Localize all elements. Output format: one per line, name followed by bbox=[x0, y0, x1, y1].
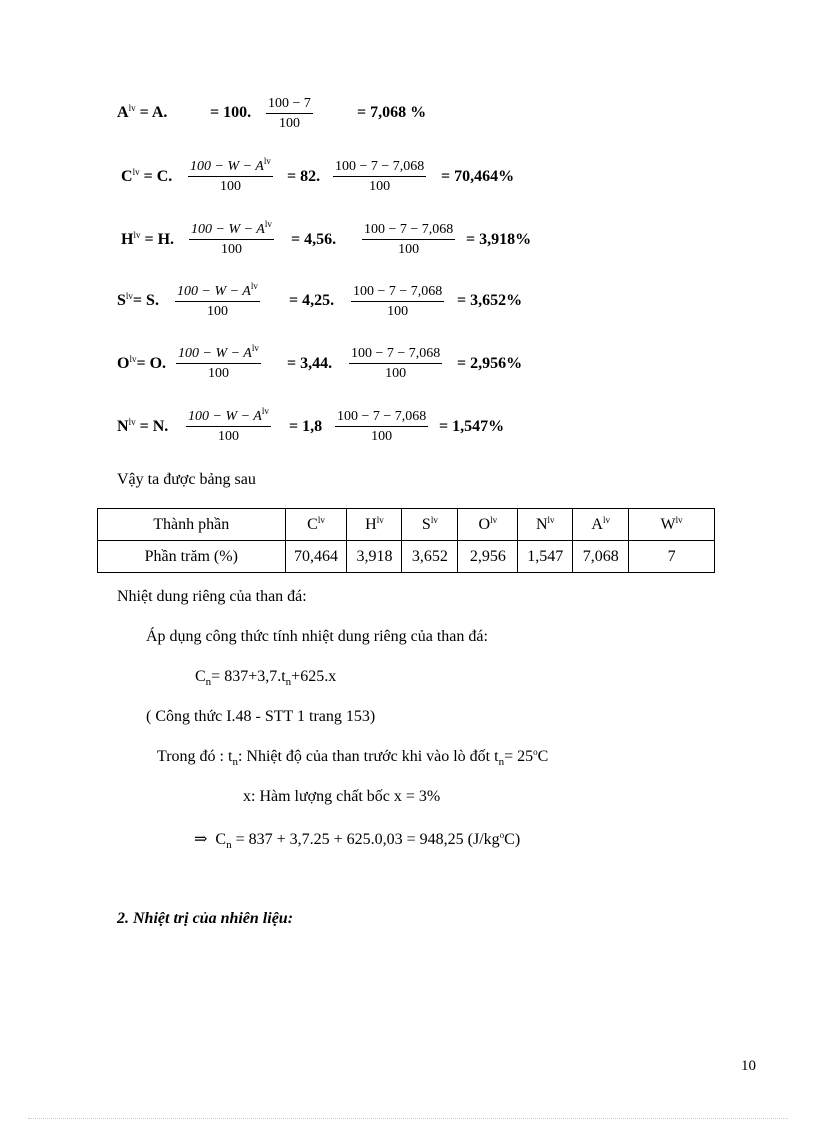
formula-c-fraction-1: $100 - W - A^{lv}$ 100 bbox=[190, 156, 271, 194]
formula-h-result: = 3,918% bbox=[466, 231, 532, 248]
formula-o-result: = 2,956% bbox=[457, 355, 523, 372]
section-heading: 2. Nhiệt trị của nhiên liệu: bbox=[117, 910, 294, 927]
formula-n-fraction-2: $\frac{100 - 7 - 7,068}{100}$ bbox=[337, 409, 427, 444]
header-cell-h: $H^{lv}$ bbox=[347, 509, 402, 541]
page-number: 10 bbox=[741, 1058, 756, 1074]
heat-heading: Nhiệt dung riêng của than đá: bbox=[117, 588, 307, 605]
formula-h-fraction-1: $100 - W - A^{lv}$ 100 bbox=[191, 219, 272, 257]
formula-a-eq: = 100. bbox=[210, 104, 252, 121]
header-label-cell: Thành phần bbox=[98, 509, 286, 541]
formula-h-lhs: $H^{lv} = H$. bbox=[121, 230, 175, 248]
table-cell: 1,547 bbox=[518, 541, 573, 573]
heat-reference: ( Công thức I.48 - STT 1 trang 153) bbox=[146, 708, 376, 725]
table-header-row bbox=[98, 509, 715, 541]
formula-n-result: = 1,547% bbox=[439, 418, 505, 435]
formula-n-fraction-1: $100 - W - A^{lv}$ 100 bbox=[188, 406, 269, 444]
composition-table bbox=[97, 508, 715, 573]
formula-o-fraction-2: $\frac{100 - 7 - 7,068}{100}$ bbox=[351, 346, 441, 381]
header-cell-s: $S^{lv}$ bbox=[402, 509, 458, 541]
header-cell-a: $A^{lv}$ bbox=[573, 509, 629, 541]
table-cell: 7 bbox=[629, 541, 715, 573]
heat-x-line: x: Hàm lượng chất bốc x = 3% bbox=[243, 788, 441, 805]
formula-c-fraction-2: $\frac{100 - 7 - 7,068}{100}$ bbox=[335, 159, 425, 194]
formula-s-result: = 3,652% bbox=[457, 292, 523, 309]
table-intro: Vậy ta được bảng sau bbox=[117, 471, 256, 488]
formula-n-lhs: $N^{lv} = N$. bbox=[117, 417, 169, 435]
implies-arrow-icon: ⇒ bbox=[194, 831, 208, 848]
header-cell-w: $W^{lv}$ bbox=[629, 509, 715, 541]
formula-n-eq: = 1,8 bbox=[289, 418, 323, 435]
formula-o-eq: = 3,44. bbox=[287, 355, 333, 372]
table-cell: 3,652 bbox=[402, 541, 458, 573]
heat-where-line: Trong đó : $t_n$: Nhiệt độ của than trước khi vào lò đốt $t_n= 25^oC$ bbox=[157, 747, 549, 768]
heat-formula: $C_n= 837+3,7.t_n+625.x$ bbox=[195, 668, 337, 688]
header-cell-o: $O^{lv}$ bbox=[458, 509, 518, 541]
formula-s-lhs: $S^{lv}= S$. bbox=[117, 291, 159, 309]
formula-s-fraction-2: $\frac{100 - 7 - 7,068}{100}$ bbox=[353, 284, 443, 319]
header-cell-c: $C^{lv}$ bbox=[285, 509, 347, 541]
formula-a-lhs: $A^{lv} = A$. bbox=[117, 103, 168, 121]
formula-s-fraction-1: $100 - W - A^{lv}$ 100 bbox=[177, 281, 258, 319]
table-cell: 70,464 bbox=[285, 541, 347, 573]
formula-a-fraction: $\frac{100 - 7}{100}$ bbox=[268, 96, 311, 131]
formula-h-eq: = 4,56. bbox=[291, 231, 337, 248]
formula-a-result: = 7,068 % bbox=[357, 104, 427, 121]
table-cell: 3,918 bbox=[347, 541, 402, 573]
table-row bbox=[98, 541, 715, 573]
header-cell-n: $N^{lv}$ bbox=[518, 509, 573, 541]
table-cell: 2,956 bbox=[458, 541, 518, 573]
row-label-cell: Phần trăm (%) bbox=[98, 541, 286, 573]
table-cell: 7,068 bbox=[573, 541, 629, 573]
page-footer-divider bbox=[28, 1118, 788, 1119]
heat-apply-text: Áp dụng công thức tính nhiệt dung riêng của than đá: bbox=[146, 628, 488, 645]
formula-s-eq: = 4,25. bbox=[289, 292, 335, 309]
formula-o-fraction-1: $100 - W - A^{lv}$ 100 bbox=[178, 343, 259, 381]
formula-c-lhs: $C^{lv} = C$. bbox=[121, 167, 173, 185]
formula-c-eq: = 82. bbox=[287, 168, 321, 185]
formula-h-fraction-2: $\frac{100 - 7 - 7,068}{100}$ bbox=[364, 222, 454, 257]
formula-c-result: = 70,464% bbox=[441, 168, 515, 185]
heat-result-line: ⇒ $C_n = 837 + 3,7.25 + 625.0,03 = 948,25$ $(J/kg^oC)$ bbox=[194, 830, 521, 851]
formula-o-lhs: $O^{lv}= O$. bbox=[117, 354, 167, 372]
